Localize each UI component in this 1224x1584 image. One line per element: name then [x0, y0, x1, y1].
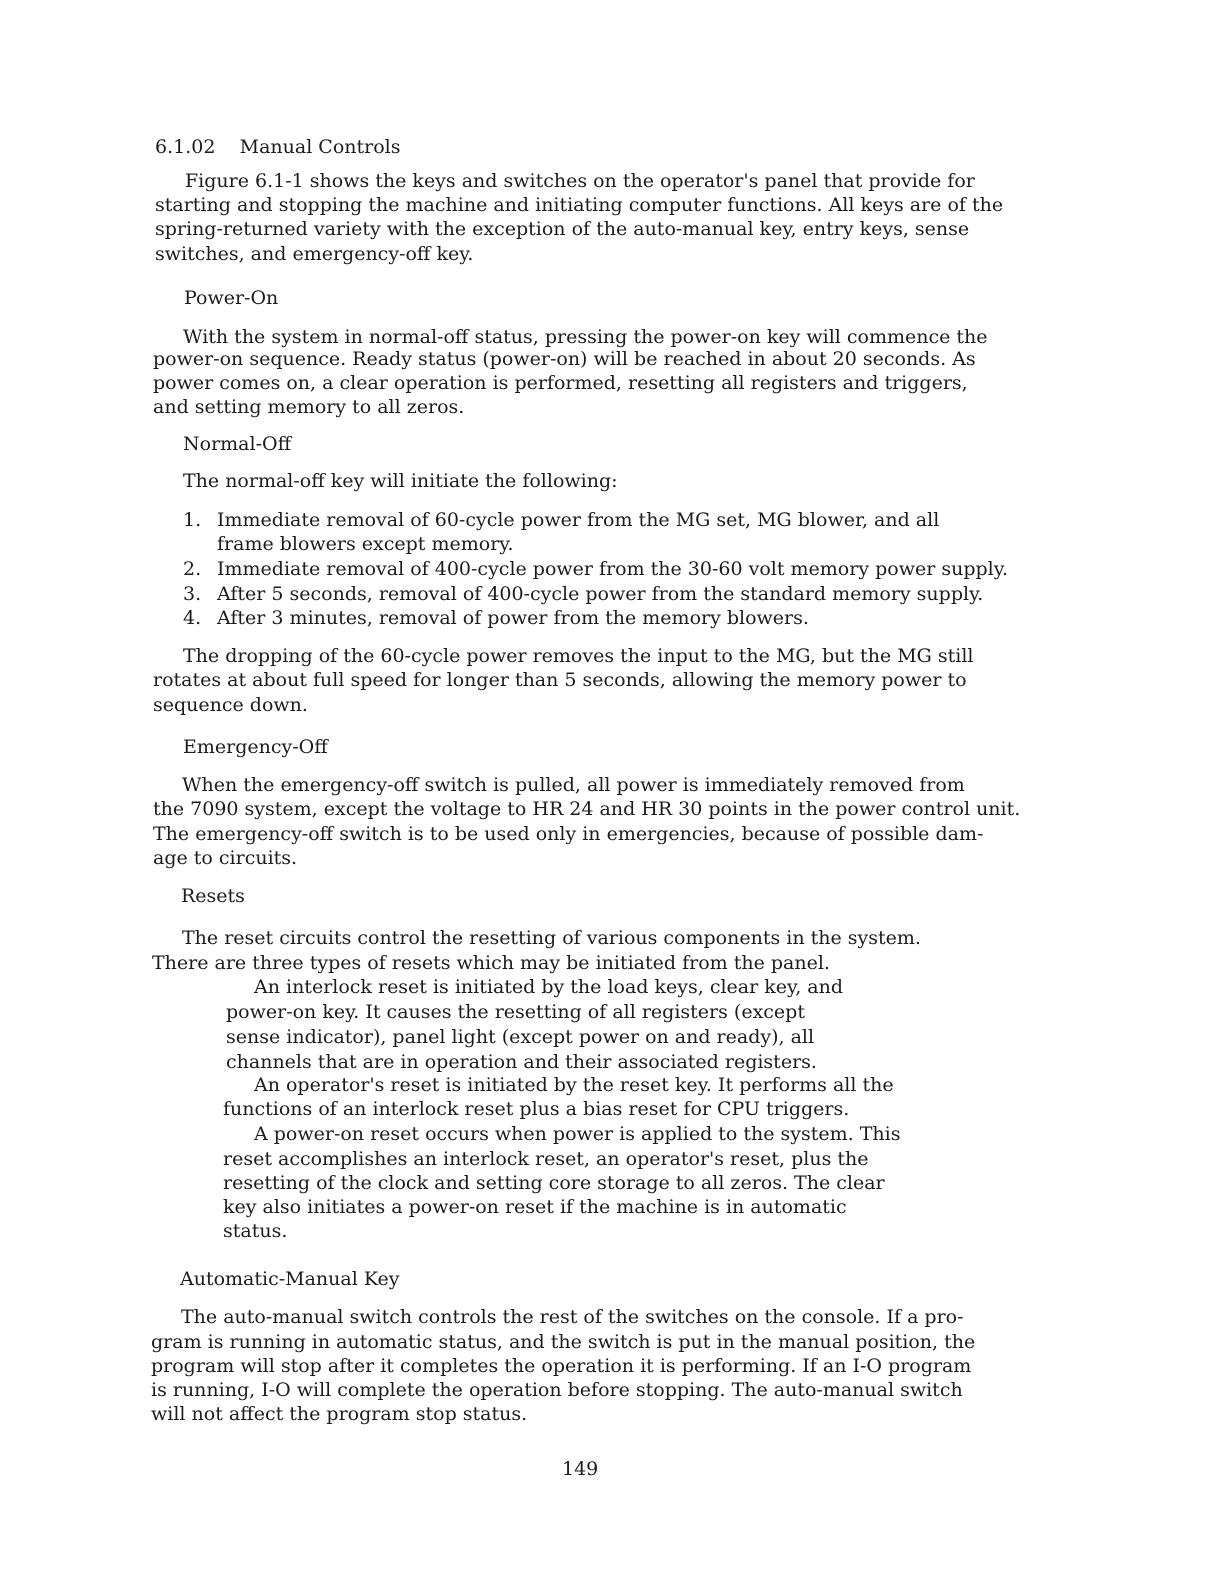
- interlock-reset-line: sense indicator), panel light (except power on and ready), all: [226, 1026, 815, 1048]
- list-item-text: After 3 minutes, removal of power from the memory blowers.: [217, 607, 809, 629]
- emergency-off-line: age to circuits.: [153, 847, 298, 869]
- normal-off-closing-line: The dropping of the 60-cycle power removes the input to the MG, but the MG still: [183, 645, 974, 667]
- emergency-off-line: The emergency-off switch is to be used only in emergencies, because of possible dam-: [153, 823, 984, 845]
- list-item: [183, 606, 809, 630]
- resets-heading: Resets: [181, 885, 245, 907]
- section-number: 6.1.02: [155, 136, 216, 158]
- power-on-line: With the system in normal-off status, pressing the power-on key will commence the: [183, 326, 988, 348]
- auto-manual-line: is running, I-O will complete the operation before stopping. The auto-manual switch: [151, 1379, 963, 1401]
- power-on-reset-line: status.: [223, 1220, 288, 1242]
- interlock-reset-line: power-on key. It causes the resetting of all registers (except: [226, 1001, 805, 1023]
- list-item: [183, 557, 1008, 581]
- interlock-reset-line: channels that are in operation and their associated registers.: [226, 1051, 817, 1073]
- normal-off-heading: Normal-Off: [183, 433, 292, 455]
- list-item-text: Immediate removal of 60-cycle power from the MG set, MG blower, and all: [217, 509, 940, 531]
- auto-manual-line: will not affect the program stop status.: [151, 1403, 528, 1425]
- intro-line: Figure 6.1-1 shows the keys and switches on the operator's panel that provide for: [185, 170, 975, 192]
- page-number: 149: [562, 1458, 599, 1480]
- auto-manual-line: The auto-manual switch controls the rest of the switches on the console. If a pro-: [181, 1306, 964, 1328]
- operator-reset-line: An operator's reset is initiated by the reset key. It performs all the: [254, 1074, 894, 1096]
- resets-intro-line: The reset circuits control the resetting of various components in the system.: [182, 927, 921, 949]
- normal-off-intro: The normal-off key will initiate the following:: [183, 470, 618, 492]
- normal-off-closing-line: rotates at about full speed for longer than 5 seconds, allowing the memory power to: [153, 669, 967, 691]
- power-on-reset-line: reset accomplishes an interlock reset, an operator's reset, plus the: [223, 1148, 869, 1170]
- list-item-number: 4.: [183, 607, 202, 629]
- power-on-reset-line: A power-on reset occurs when power is applied to the system. This: [254, 1123, 901, 1145]
- list-item-text: After 5 seconds, removal of 400-cycle power from the standard memory supply.: [217, 583, 984, 605]
- intro-line: starting and stopping the machine and initiating computer functions. All keys are of the: [155, 194, 1004, 216]
- power-on-reset-line: key also initiates a power-on reset if the machine is in automatic: [223, 1196, 847, 1218]
- intro-line: switches, and emergency-off key.: [155, 243, 474, 265]
- operator-reset-line: functions of an interlock reset plus a bias reset for CPU triggers.: [223, 1098, 850, 1120]
- list-item: [183, 582, 983, 606]
- auto-manual-heading: Automatic-Manual Key: [180, 1268, 400, 1290]
- intro-line: spring-returned variety with the exception of the auto-manual key, entry keys, sense: [155, 218, 970, 240]
- emergency-off-line: When the emergency-off switch is pulled, all power is immediately removed from: [182, 774, 965, 796]
- section-title: Manual Controls: [239, 136, 401, 158]
- normal-off-closing-line: sequence down.: [153, 694, 308, 716]
- section-heading: [155, 135, 401, 159]
- emergency-off-heading: Emergency-Off: [183, 736, 328, 758]
- interlock-reset-line: An interlock reset is initiated by the load keys, clear key, and: [254, 976, 843, 998]
- power-on-line: power-on sequence. Ready status (power-on) will be reached in about 20 seconds. As: [153, 348, 976, 370]
- power-on-line: and setting memory to all zeros.: [153, 396, 465, 418]
- list-item-text: Immediate removal of 400-cycle power from the 30-60 volt memory power supply.: [217, 558, 1008, 580]
- power-on-line: power comes on, a clear operation is performed, resetting all registers and triggers,: [153, 372, 968, 394]
- list-item-number: 3.: [183, 583, 202, 605]
- auto-manual-line: program will stop after it completes the operation it is performing. If an I-O program: [151, 1355, 972, 1377]
- list-item-number: 1.: [183, 509, 202, 531]
- list-item: [183, 508, 939, 532]
- emergency-off-line: the 7090 system, except the voltage to HR 24 and HR 30 points in the power control unit.: [153, 798, 1021, 820]
- auto-manual-line: gram is running in automatic status, and the switch is put in the manual position, the: [151, 1331, 976, 1353]
- list-item-number: 2.: [183, 558, 202, 580]
- power-on-heading: Power-On: [184, 287, 279, 309]
- power-on-reset-line: resetting of the clock and setting core storage to all zeros. The clear: [223, 1172, 885, 1194]
- list-item-continuation: frame blowers except memory.: [217, 533, 514, 555]
- resets-intro-line: There are three types of resets which may be initiated from the panel.: [152, 952, 830, 974]
